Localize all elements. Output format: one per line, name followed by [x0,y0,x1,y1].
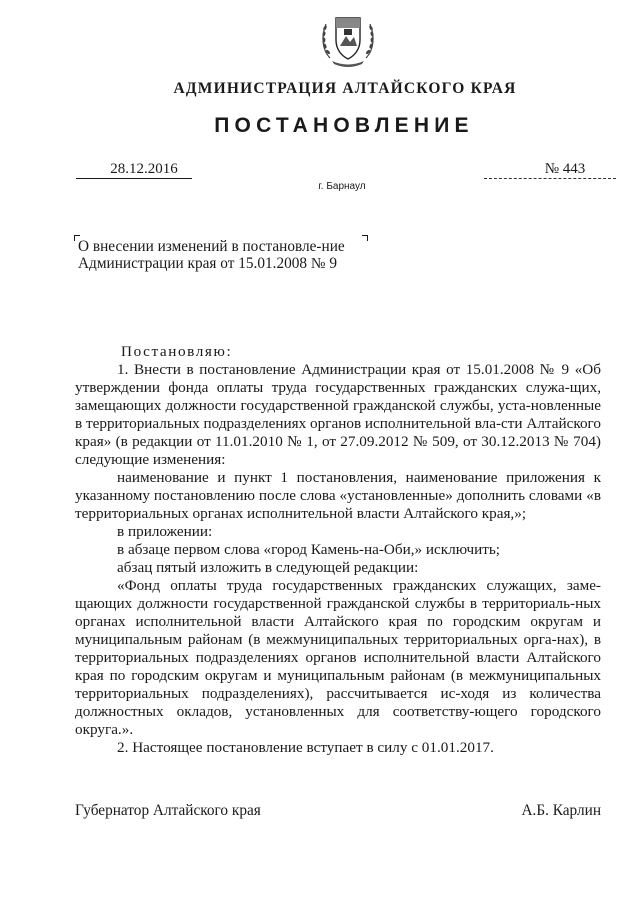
signatory-name: А.Б. Карлин [521,802,601,819]
body-paragraph-5: абзац пятый изложить в следующей редакции: [117,559,419,576]
document-subject [78,238,360,272]
document-type-title: ПОСТАНОВЛЕНИЕ [214,114,474,137]
document-body [75,343,601,757]
body-paragraph-3: в приложении: [117,523,213,540]
organization-name: АДМИНИСТРАЦИЯ АЛТАЙСКОГО КРАЯ [173,80,517,97]
body-paragraph-6: «Фонд оплаты труда государственных гражданских служащих, заме-щающих должности государственной гражданской службы в территориаль-ных органах исполнительной власти Алтайского края по городским округам и муниципальным районам (в межмуниципальных территориальных орга-нах), в территориальных подразделениях органов исполнительной власти Алтайского края по городским округам и муниципальным районам (в межмуниципальных территориальных подразделениях), рассчитывается ис-ходя из количества должностных окладов, установленных для соответству-ющего городского округа.». [75,577,601,738]
resolution-intro: Постановляю: [121,343,233,360]
body-paragraph-1: 1. Внести в постановление Администрации края от 15.01.2008 № 9 «Об утверждении фонда оплаты труда государственных гражданских служа-щих, замещающих должности государственной гражданской службы, уста-новленные в территориальных подразделениях органов исполнительной вла-сти Алтайского края» (в редакции от 11.01.2010 № 1, от 27.09.2012 № 509, от 30.12.2013 № 704) следующие изменения: [75,361,601,468]
subject-text: О внесении изменений в постановле-ние Администрации края от 15.01.2008 № 9 [78,238,345,272]
subject-corner-mark-right [362,235,368,241]
altai-krai-coat-of-arms-icon [316,6,380,70]
body-paragraph-7: 2. Настоящее постановление вступает в силу с 01.01.2017. [117,739,494,756]
body-paragraph-4: в абзаце первом слова «город Камень-на-Оби,» исключить; [117,541,501,558]
subject-corner-mark-left [74,235,80,241]
document-city: г. Барнаул [318,181,366,192]
document-date: 28.12.2016 [76,160,192,179]
document-number: № 443 [484,160,616,179]
signatory-title: Губернатор Алтайского края [75,802,261,819]
body-paragraph-2: наименование и пункт 1 постановления, наименование приложения к указанному постановлению после слова «установленные» дополнить словами «в территориальных органах исполнительной власти Алтайского края,»; [75,469,601,522]
